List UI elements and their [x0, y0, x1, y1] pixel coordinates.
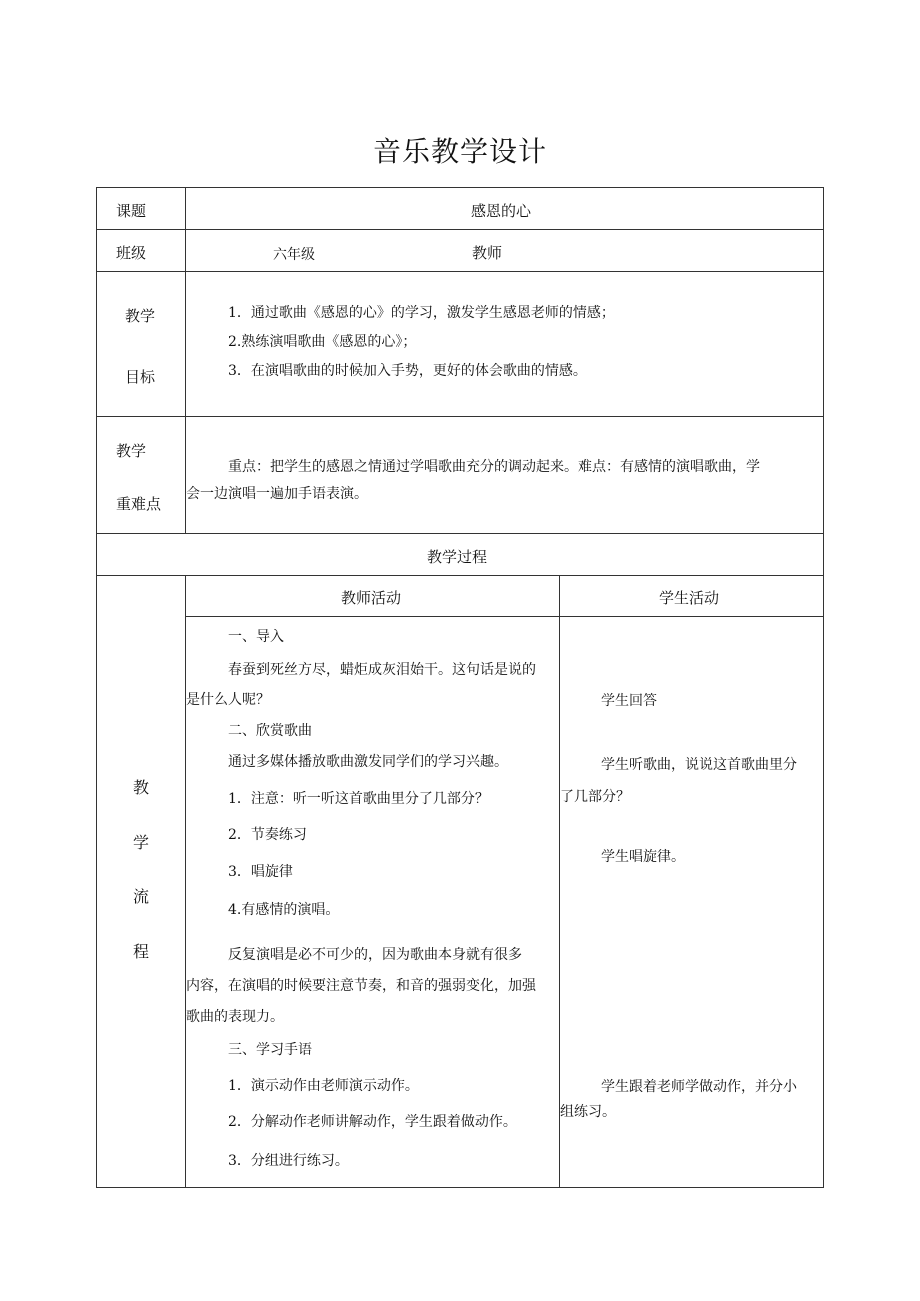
topic-label: 课题 [116, 202, 147, 220]
teacher-activity-line: 是什么人呢？ [186, 692, 270, 708]
student-activity-line: 组练习。 [560, 1104, 616, 1120]
teacher-activity-line: 一、导入 [228, 629, 284, 645]
teacher-activity-line: 1．演示动作由老师演示动作。 [228, 1078, 419, 1094]
teacher-activity-line: 2．分解动作老师讲解动作，学生跟着做动作。 [228, 1114, 517, 1130]
lesson-plan-table [96, 187, 824, 1188]
teacher-label: 教师 [472, 244, 503, 262]
student-activity-line: 学生跟着老师学做动作，并分小 [601, 1079, 797, 1095]
teacher-activity-line: 3．分组进行练习。 [228, 1153, 349, 1169]
flow-label-char: 流 [132, 887, 149, 906]
row-divider [96, 229, 824, 230]
grade-value: 六年级 [273, 247, 315, 263]
row-divider [96, 533, 824, 534]
teacher-activity-line: 二、欣赏歌曲 [228, 723, 312, 739]
teacher-activity-line: 反复演唱是必不可少的，因为歌曲本身就有很多 [228, 947, 522, 963]
objectives-label-line2: 目标 [125, 368, 156, 386]
student-activity-header: 学生活动 [659, 589, 720, 607]
page-title: 音乐教学设计 [372, 135, 547, 168]
keypoints-text: 会一边演唱一遍加手语表演。 [186, 486, 368, 502]
grade-label: 班级 [116, 244, 147, 262]
student-activity-line: 了几部分？ [560, 789, 630, 805]
flow-label-char: 教 [132, 778, 149, 797]
flow-label-char: 学 [132, 833, 149, 852]
objectives-label-line1: 教学 [125, 307, 156, 325]
teacher-activity-line: 2．节奏练习 [228, 827, 307, 843]
keypoints-text: 重点：把学生的感恩之情通过学唱歌曲充分的调动起来。难点：有感情的演唱歌曲，学 [228, 459, 760, 475]
row-divider [185, 616, 824, 617]
teacher-activity-line: 3．唱旋律 [228, 864, 293, 880]
flow-label-char: 程 [132, 942, 149, 961]
objective-item: 2.熟练演唱歌曲《感恩的心》； [228, 334, 417, 350]
student-activity-line: 学生唱旋律。 [601, 849, 685, 865]
row-divider [96, 575, 824, 576]
teacher-activity-line: 内容，在演唱的时候要注意节奏，和音的强弱变化，加强 [186, 978, 536, 994]
teacher-activity-line: 通过多媒体播放歌曲激发同学们的学习兴趣。 [228, 754, 508, 770]
teacher-activity-header: 教师活动 [341, 589, 402, 607]
teacher-activity-line: 1．注意：听一听这首歌曲里分了几部分？ [228, 791, 489, 807]
keypoints-label-line1: 教学 [116, 442, 147, 460]
process-header: 教学过程 [427, 548, 488, 566]
row-divider [96, 416, 824, 417]
topic-value: 感恩的心 [471, 202, 532, 220]
objective-item: 1．通过歌曲《感恩的心》的学习，激发学生感恩老师的情感； [228, 305, 615, 321]
teacher-activity-line: 4.有感情的演唱。 [228, 902, 340, 918]
teacher-activity-line: 春蚕到死丝方尽，蜡炬成灰泪始干。这句话是说的 [228, 662, 536, 678]
row-divider [96, 271, 824, 272]
column-divider [185, 187, 186, 533]
student-activity-line: 学生回答 [601, 693, 657, 709]
student-activity-line: 学生听歌曲，说说这首歌曲里分 [601, 757, 797, 773]
objective-item: 3．在演唱歌曲的时候加入手势，更好的体会歌曲的情感。 [228, 363, 587, 379]
column-divider [559, 575, 560, 1188]
teacher-activity-line: 三、学习手语 [228, 1042, 312, 1058]
keypoints-label-line2: 重难点 [116, 495, 162, 513]
teacher-activity-line: 歌曲的表现力。 [186, 1009, 284, 1025]
column-divider [185, 575, 186, 1188]
